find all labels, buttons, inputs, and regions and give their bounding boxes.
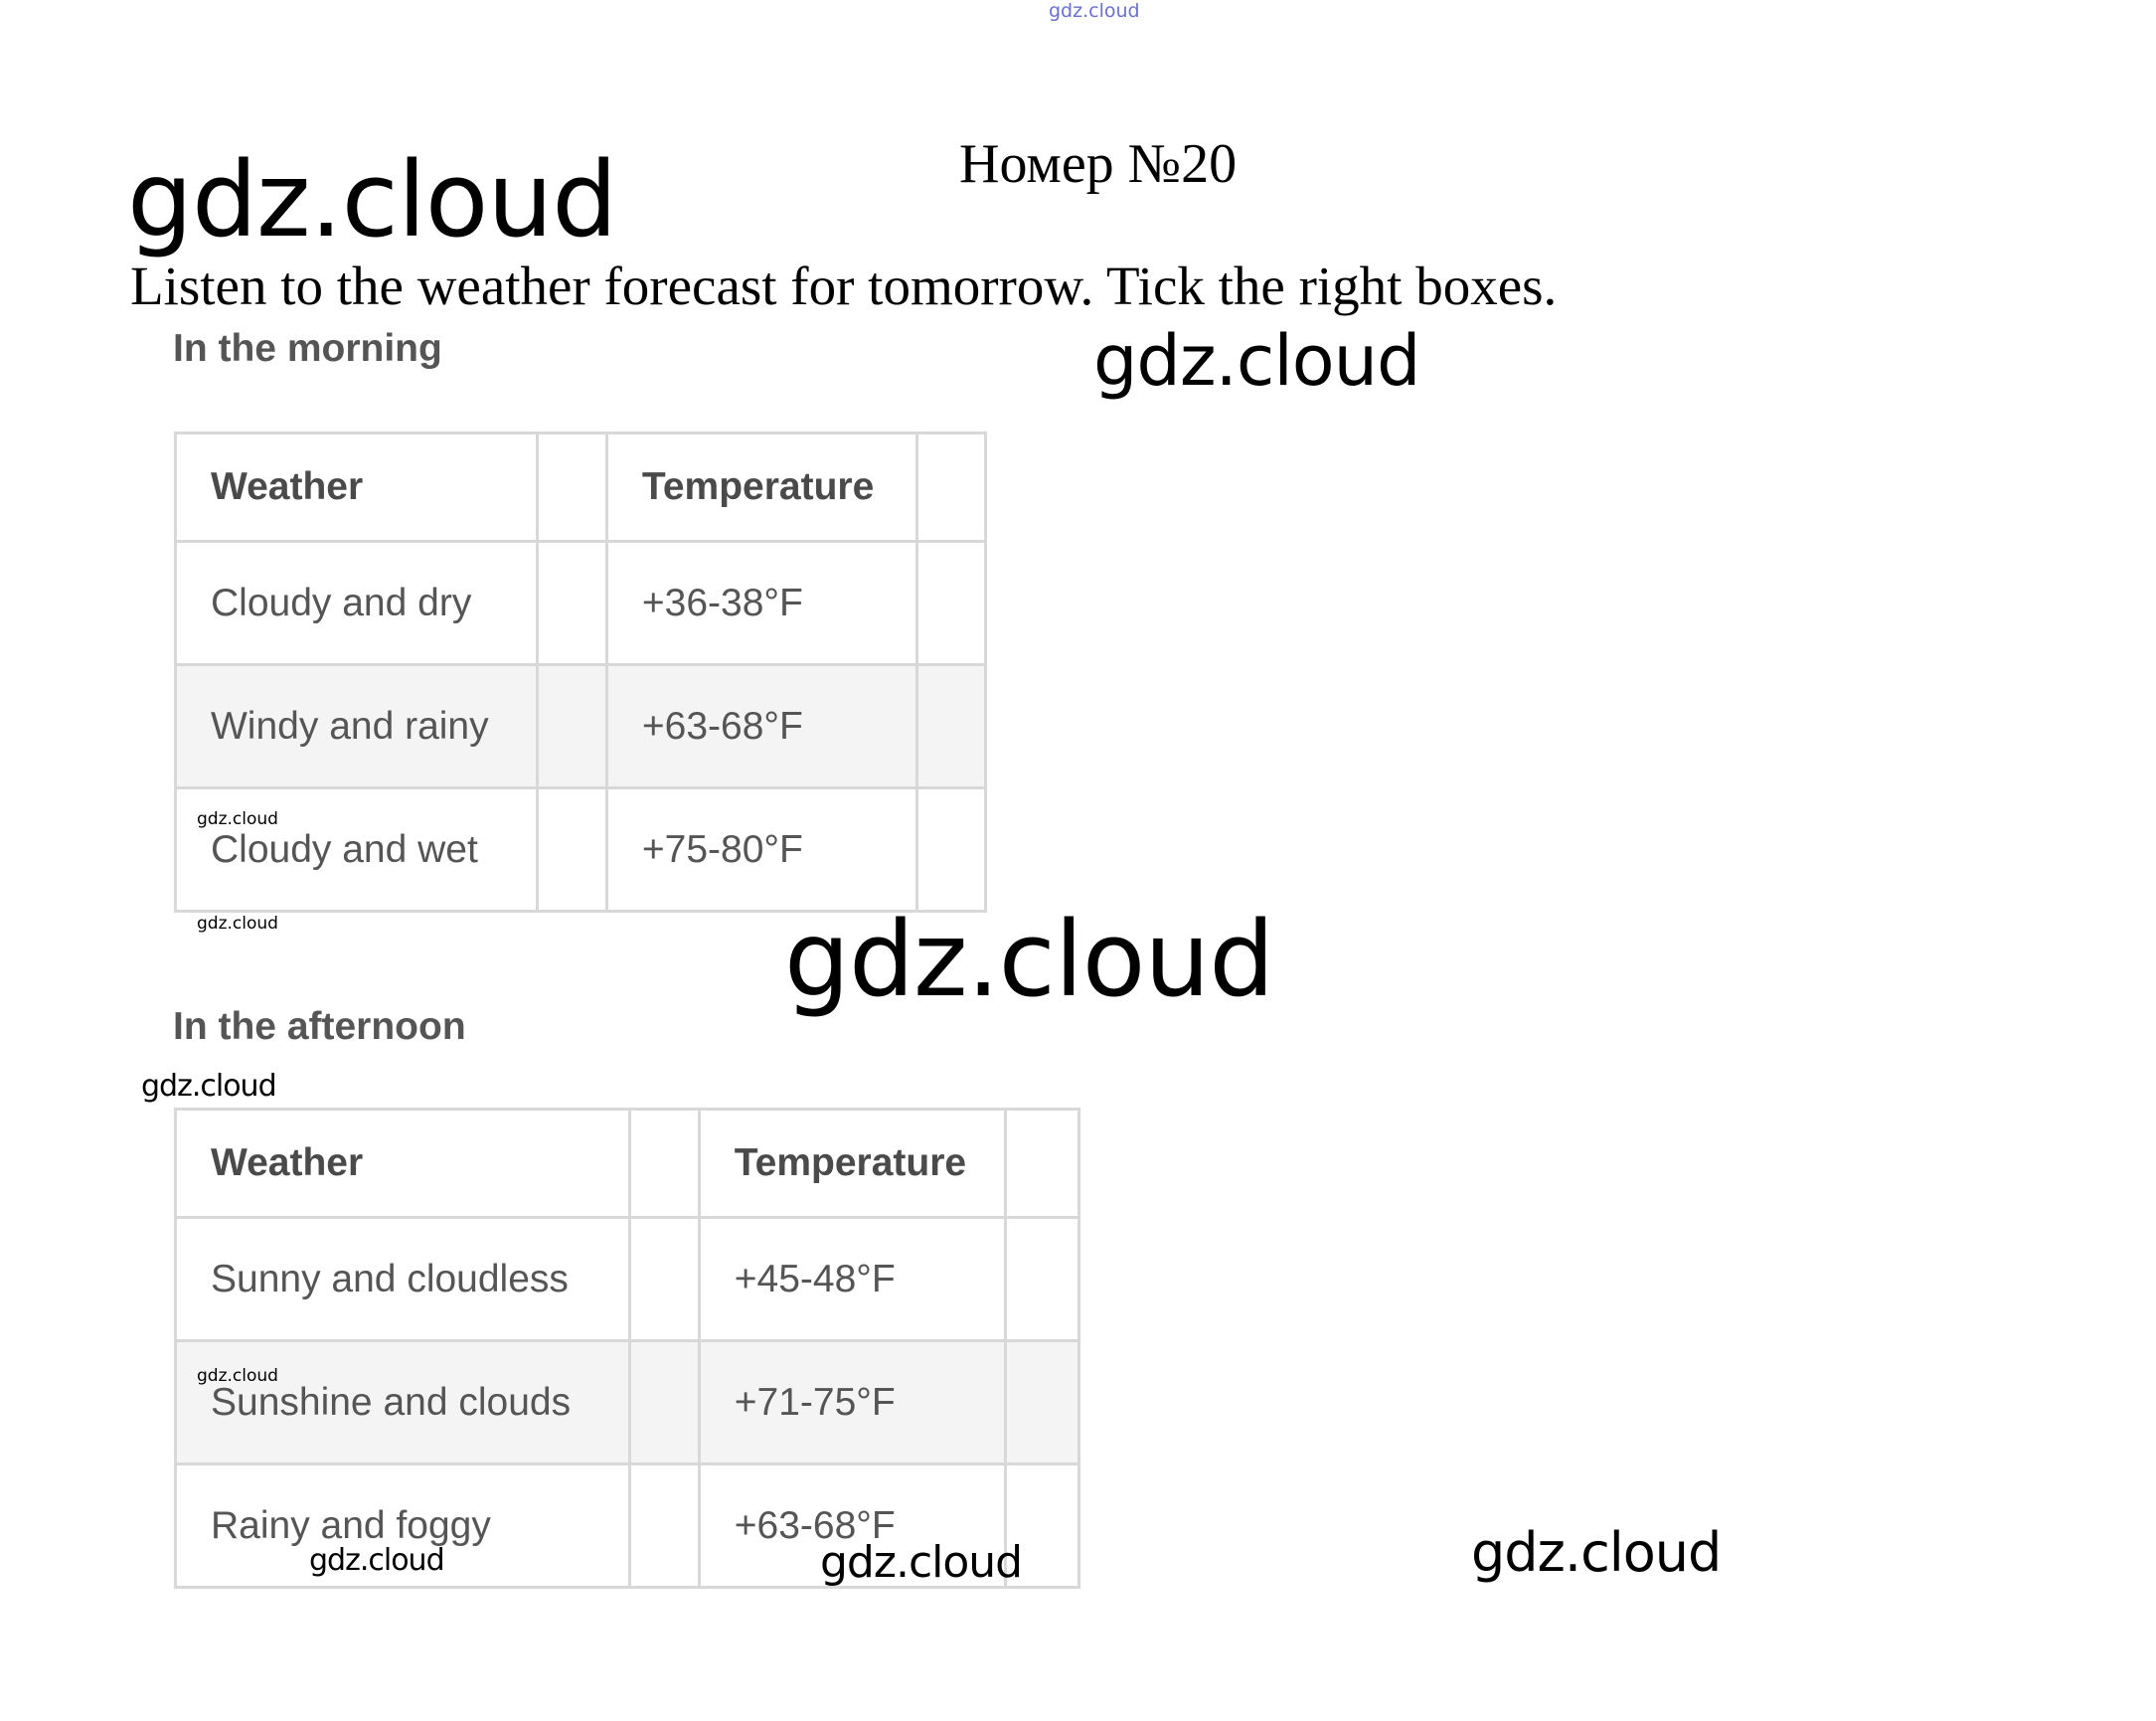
watermark: gdz.cloud <box>1093 320 1420 402</box>
tick-box[interactable] <box>538 433 606 542</box>
watermark: gdz.cloud <box>141 1069 276 1104</box>
tick-box[interactable] <box>916 665 985 788</box>
weather-cell: Windy and rainy <box>176 665 538 788</box>
weather-cell: Cloudy and dry <box>176 542 538 665</box>
watermark: gdz.cloud <box>197 914 278 934</box>
watermark: gdz.cloud <box>820 1537 1023 1588</box>
tick-box[interactable] <box>916 433 985 542</box>
tick-box[interactable] <box>1006 1341 1079 1464</box>
watermark: gdz.cloud <box>1049 0 1140 22</box>
tick-box[interactable] <box>630 1218 700 1341</box>
tick-box[interactable] <box>538 542 606 665</box>
morning-label: In the morning <box>173 327 442 370</box>
watermark: gdz.cloud <box>127 139 617 260</box>
table-row <box>176 1341 1079 1464</box>
tick-box[interactable] <box>916 788 985 912</box>
tick-box[interactable] <box>538 788 606 912</box>
weather-header: Weather <box>176 1110 630 1218</box>
table-header-row <box>176 433 986 542</box>
watermark: gdz.cloud <box>1471 1521 1722 1584</box>
temperature-cell: +45-48°F <box>699 1218 1006 1341</box>
weather-header: Weather <box>176 433 538 542</box>
exercise-number: Номер №20 <box>959 133 1238 195</box>
temperature-cell: +63-68°F <box>606 665 916 788</box>
temperature-header: Temperature <box>699 1110 1006 1218</box>
watermark: gdz.cloud <box>197 809 278 829</box>
temperature-cell: +75-80°F <box>606 788 916 912</box>
tick-box[interactable] <box>630 1110 700 1218</box>
tick-box[interactable] <box>538 665 606 788</box>
tick-box[interactable] <box>630 1341 700 1464</box>
watermark: gdz.cloud <box>309 1543 444 1578</box>
watermark: gdz.cloud <box>197 1366 278 1386</box>
temperature-cell: +36-38°F <box>606 542 916 665</box>
temperature-cell: +63-68°F <box>699 1464 1006 1588</box>
watermark: gdz.cloud <box>784 899 1274 1020</box>
tick-box[interactable] <box>630 1464 700 1588</box>
table-row <box>176 788 986 912</box>
weather-cell: Rainy and foggy <box>176 1464 630 1588</box>
table-row <box>176 665 986 788</box>
table-header-row <box>176 1110 1079 1218</box>
table-row <box>176 1218 1079 1341</box>
weather-cell: Cloudy and wet <box>176 788 538 912</box>
afternoon-label: In the afternoon <box>173 1005 466 1048</box>
tick-box[interactable] <box>916 542 985 665</box>
tick-box[interactable] <box>1006 1110 1079 1218</box>
tick-box[interactable] <box>1006 1218 1079 1341</box>
temperature-cell: +71-75°F <box>699 1341 1006 1464</box>
temperature-header: Temperature <box>606 433 916 542</box>
weather-cell: Sunny and cloudless <box>176 1218 630 1341</box>
morning-table <box>174 431 987 913</box>
table-row <box>176 542 986 665</box>
afternoon-table <box>174 1108 1080 1589</box>
weather-cell: Sunshine and clouds <box>176 1341 630 1464</box>
instruction-text: Listen to the weather forecast for tomorrow. Tick the right boxes. <box>130 256 1558 316</box>
